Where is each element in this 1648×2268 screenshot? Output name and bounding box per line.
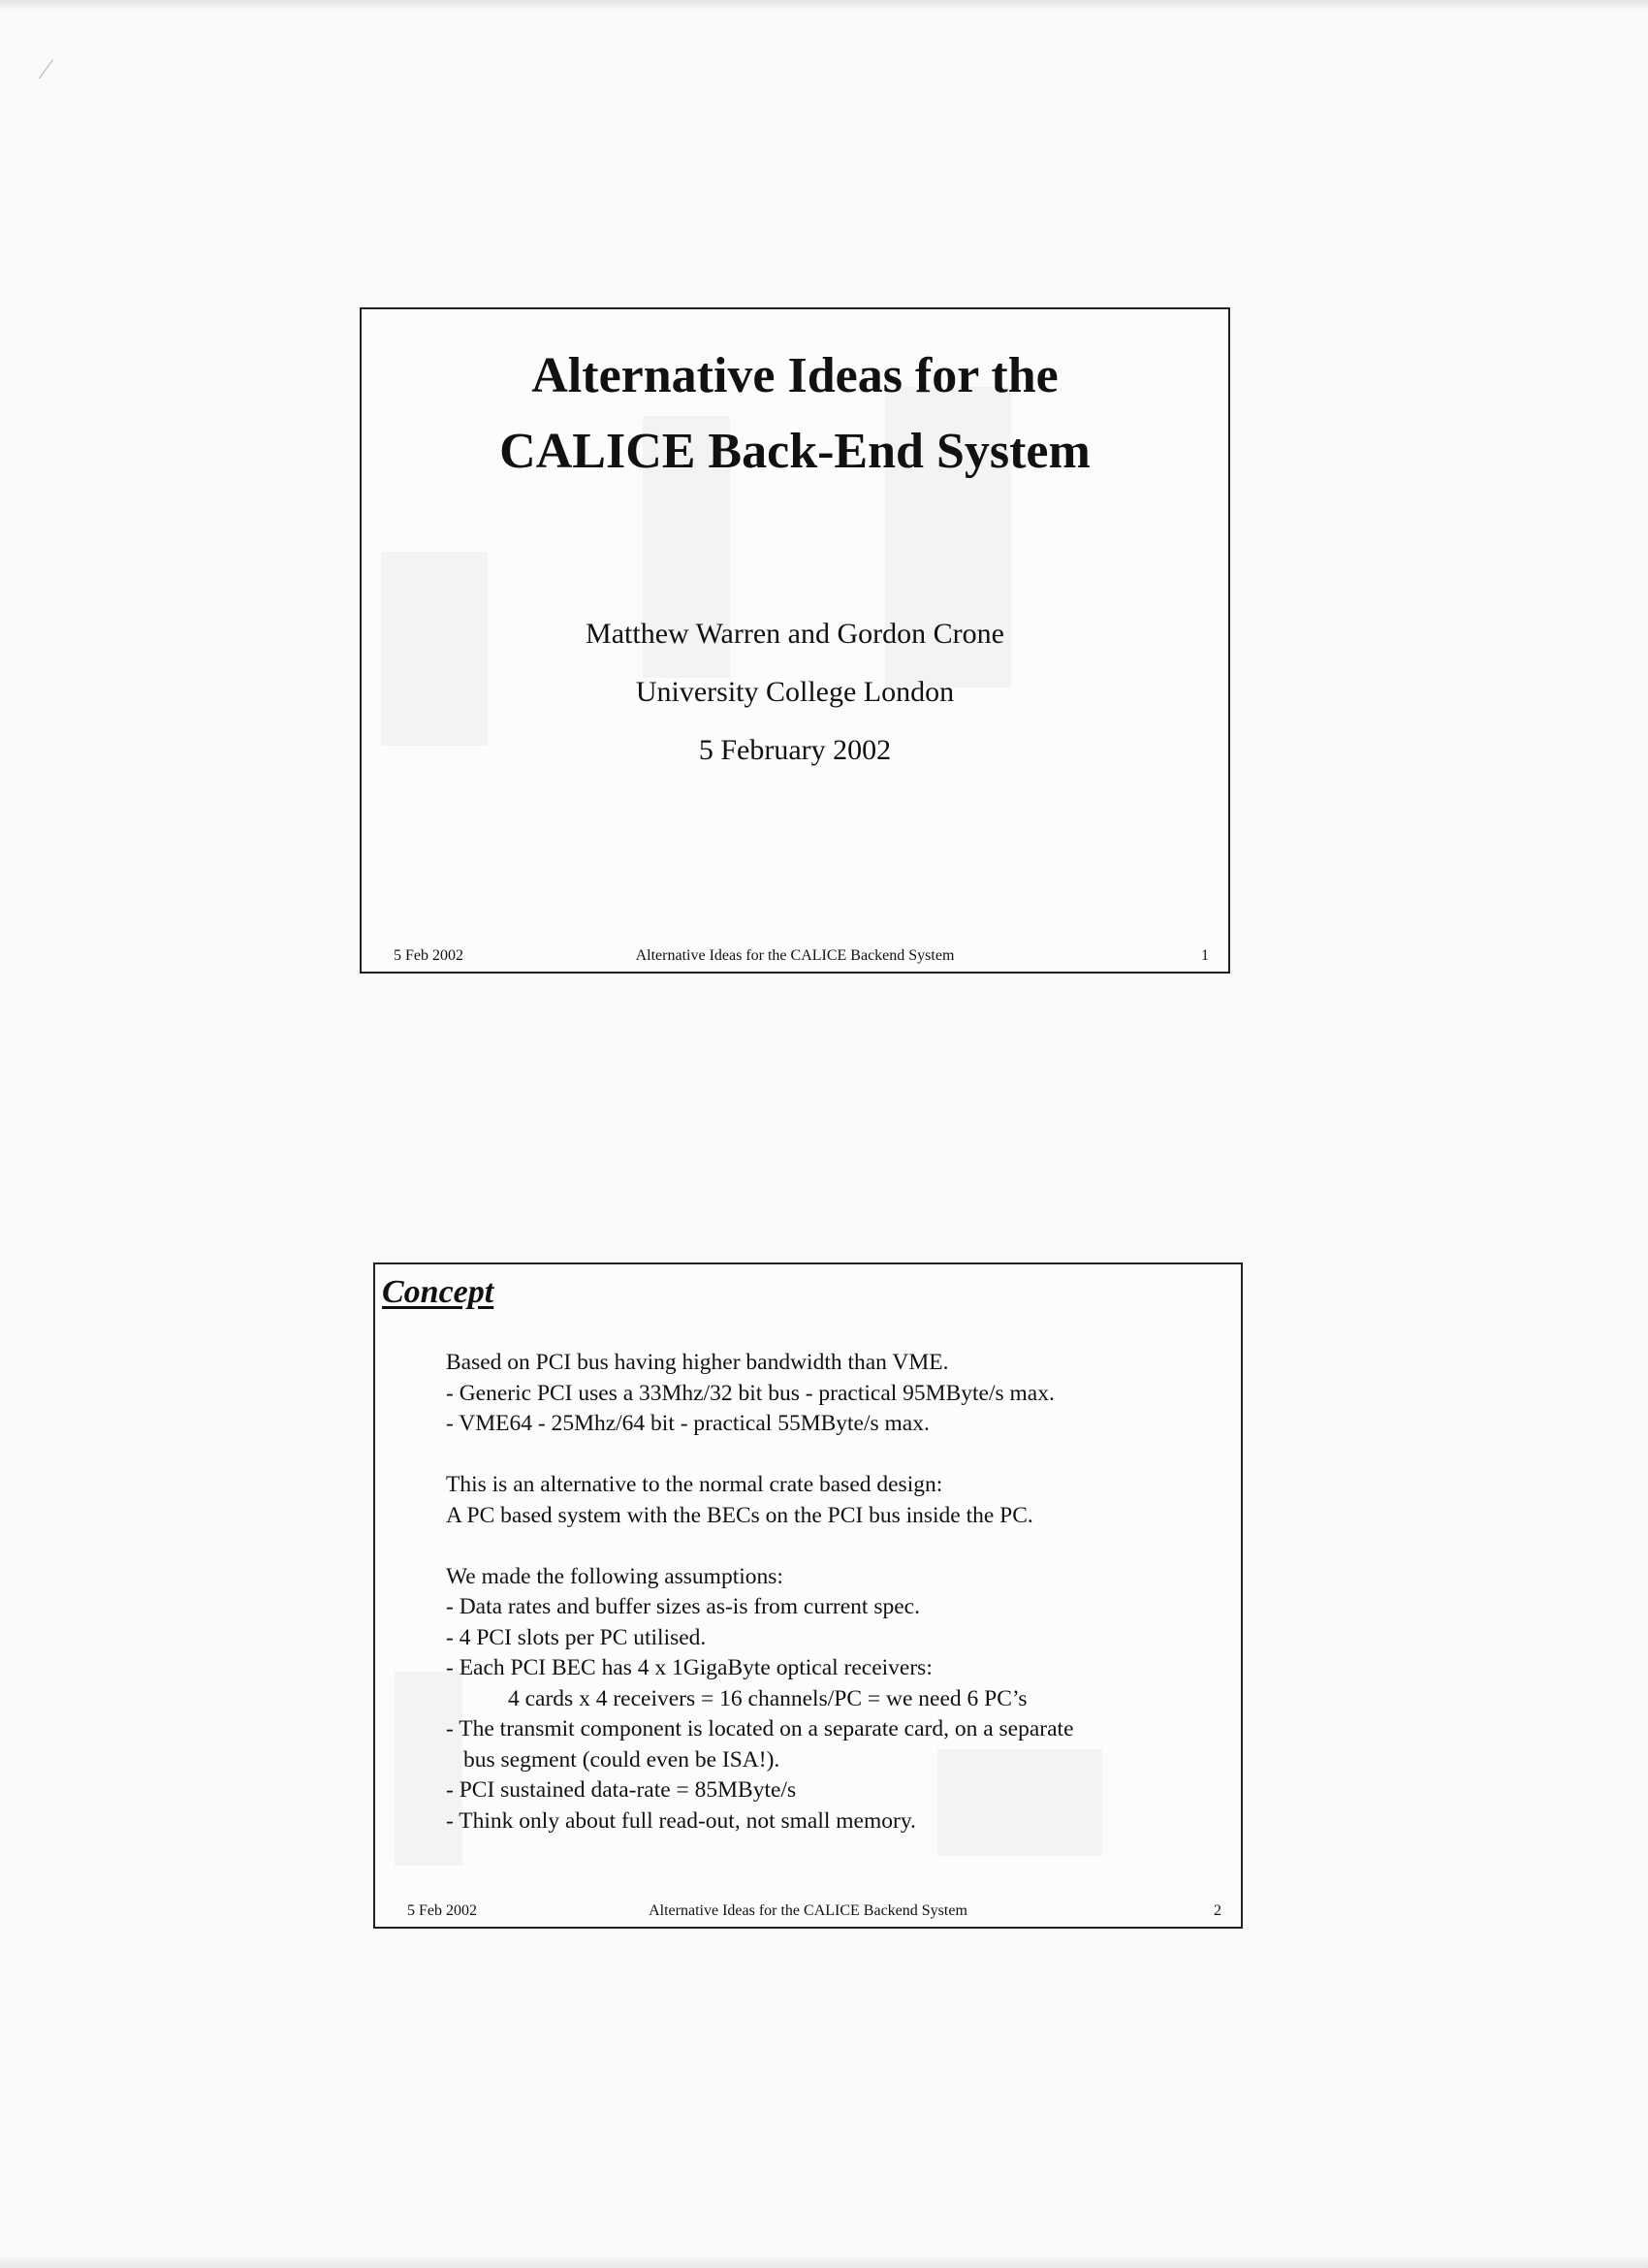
body-line: This is an alternative to the normal crate based design:	[446, 1472, 943, 1497]
body-line: 4 cards x 4 receivers = 16 channels/PC = we need 6 PC’s	[508, 1685, 1028, 1711]
body-line: bus segment (could even be ISA!).	[463, 1746, 780, 1773]
slide-2	[373, 1262, 1243, 1929]
page-number: 1	[1201, 947, 1209, 964]
body-line: - 4 PCI slots per PC utilised.	[446, 1624, 707, 1650]
body-line: - Generic PCI uses a 33Mhz/32 bit bus - practical 95MByte/s max.	[446, 1380, 1055, 1406]
slide-heading: Concept	[382, 1274, 494, 1310]
page-number: 2	[1214, 1902, 1221, 1919]
slide-footer	[375, 1900, 1241, 1923]
title-line-2: CALICE Back-End System	[499, 424, 1091, 479]
presentation-date: 5 February 2002	[698, 734, 892, 766]
slide-footer	[362, 944, 1228, 968]
author-block	[362, 605, 1228, 780]
slide-1	[360, 307, 1230, 974]
scan-edge-bottom	[0, 2255, 1648, 2268]
paragraph-gap	[446, 1440, 1221, 1471]
slide-body	[446, 1348, 1221, 1837]
title-line-1: Alternative Ideas for the	[531, 348, 1059, 403]
institution: University College London	[635, 676, 955, 708]
body-line: - The transmit component is located on a separate card, on a separate	[446, 1716, 1074, 1741]
body-line: We made the following assumptions:	[446, 1563, 783, 1589]
slide-title	[362, 338, 1228, 490]
footer-date: 5 Feb 2002	[407, 1902, 477, 1919]
body-line: - PCI sustained data-rate = 85MByte/s	[446, 1777, 797, 1803]
scan-mark: ⁄	[44, 53, 49, 85]
body-line: - Think only about full read-out, not small memory.	[446, 1807, 916, 1834]
footer-title: Alternative Ideas for the CALICE Backend System	[635, 947, 955, 964]
body-line: - Each PCI BEC has 4 x 1GigaByte optical receivers:	[446, 1655, 933, 1680]
body-line: - Data rates and buffer sizes as-is from current spec.	[446, 1594, 920, 1619]
footer-title: Alternative Ideas for the CALICE Backend System	[649, 1902, 967, 1919]
paragraph-gap	[446, 1531, 1221, 1562]
footer-date: 5 Feb 2002	[394, 947, 463, 964]
body-line: A PC based system with the BECs on the PCI bus inside the PC.	[446, 1502, 1033, 1528]
scan-edge-top	[0, 0, 1648, 10]
authors: Matthew Warren and Gordon Crone	[586, 618, 1004, 650]
body-line: - VME64 - 25Mhz/64 bit - practical 55MByte/s max.	[446, 1411, 930, 1436]
body-line: Based on PCI bus having higher bandwidth than VME.	[446, 1350, 949, 1375]
